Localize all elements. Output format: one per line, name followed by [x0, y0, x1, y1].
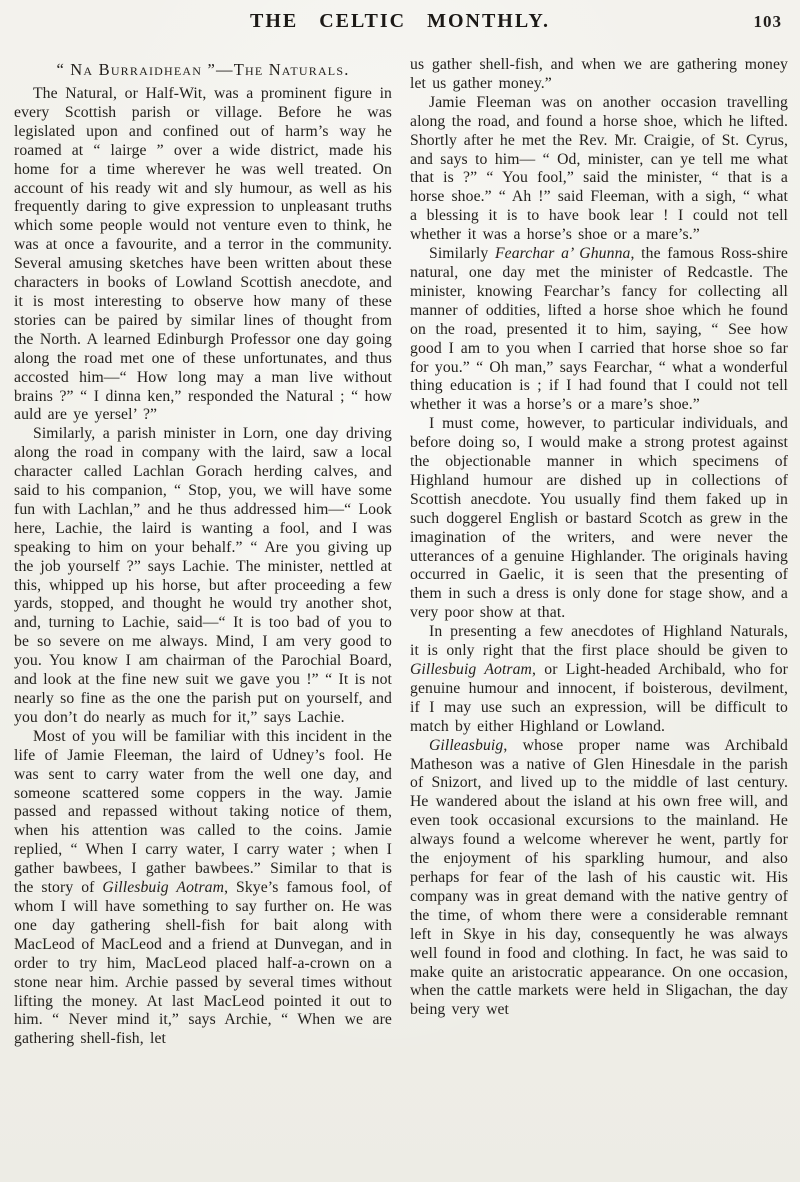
- paragraph: [410, 415, 788, 623]
- article-body: [0, 56, 800, 1049]
- paragraph: [410, 737, 788, 1021]
- paragraph: [14, 425, 392, 728]
- text-run: , the famous Ross-shire natural, one day met the minister of Redcastle. The minister, knowing Fearchar’s fancy for collecting all manner of oddities, lifted a horse shoe which he found on the road, presented it to him, saying, “ See how good I am to you when I carried that horse shoe so far for you.” “ Oh man,” says Fearchar, “ what a wonderful thing education is ; if I had found that I could not tell whether it was a horse’s or a mare’s shoe.”: [410, 245, 788, 414]
- text-run: , whose proper name was Archibald Matheson was a native of Glen Hinesdale in the parish of Snizort, and lived up to the middle of last century. He wandered about the island at his own free will, and even took occasional excursions to the mainland. He always found a welcome wherever he went, partly for the enjoyment of his sparkling humour, and also perhaps for fear of the lash of his caustic wit. His company was in great demand with the native gentry of the time, of whom there were a considerable remnant left in Skye in his day, consequently he was always well found in food and clothing. In fact, he was said to make quite an aristocratic appearance. On one occasion, when the cattle markets were held in Sligachan, the day being very wet: [410, 736, 788, 1019]
- italic-text-run: Gillesbuig Aotram: [410, 661, 532, 678]
- italic-text-run: Gillesbuig Aotram: [102, 879, 225, 897]
- text-run: Similarly, a parish minister in Lorn, one day driving along the road in company with the laird, saw a local character called Lachlan Gorach herding calves, and said to his companion, “ Stop, you, we will have some fun with Lachlan,” and he thus addressed him—“ Look here, Lachie, the laird is wanting a fool, and I was speaking to him on your behalf.” “ Are you giving up the job yourself ?” says Lachie. The minister, nettled at this, whipped up his horse, but after proceeding a few yards, stopped, and thought he would try another shot, and, turning to Lachie, said—“ It is too bad of you to be so severe on me always. Mind, I am very good to you. You know I am chairman of the Parochial Board, and look at the fine new suit we gave you !” “ It is not nearly so fine as the one the parish put on yourself, and you don’t do nearly as much for it,” says Lachie.: [14, 425, 392, 726]
- paragraph: [410, 245, 788, 415]
- italic-text-run: Fearchar a’ Ghunna: [494, 245, 631, 263]
- left-column: [14, 56, 392, 1049]
- text-run: Similarly: [429, 245, 495, 263]
- text-run: I must come, however, to particular individuals, and before doing so, I would make a strong protest against the objectionable manner in which specimens of Highland humour are dished up in collections of Scottish anecdote. You usually find them faked up in such doggerel English or bastard Scotch as grew in the imagination of the writers, and were never the utterances of a genuine Highlander. The originals having occurred in Gaelic, it is seen that the presenting of them in such a dress is only done for stage show, and a very poor show at that.: [410, 415, 788, 622]
- paragraph: [14, 85, 392, 425]
- page-number: 103: [753, 12, 782, 31]
- text-run: Jamie Fleeman was on another occasion travelling along the road, and found a horse shoe, which he lifted. Shortly after he met the Rev. Mr. Craigie, of St. Cyrus, and says to him— “ Od, minister, can ye tell me what that is ?” “ You fool,” said the minister, “ that is a horse shoe.” “ Ah !” said Fleeman, with a sigh, “ what a blessing it is to have book lear ! I could not tell whether it was a horse’s shoe or a mare’s.”: [410, 93, 788, 244]
- paragraph: [410, 94, 788, 245]
- text-run: The Natural, or Half-Wit, was a prominent figure in every Scottish parish or village. Before he was legislated upon and confined out of harm’s way he roamed at “ lairge ” over a wide district, made his home for a time wherever he was well treated. On account of his ready wit and sly humour, as well as his frequently daring to give expression to unpleasant truths which some people would not venture even to think, he was at once a favourite, and a terror in the community. Several amusing sketches have been written about these characters in books of Lowland Scottish anecdote, and it is most interesting to observe how many of these stories can be paired by similar lines of thought from the North. A learned Edinburgh Professor one day going along the road met one of these unfortunates, and thus accosted him—“ How long may a man live without brains ?” “ I dinna ken,” responded the Natural ; “ how auld are ye yersel’ ?”: [14, 85, 392, 424]
- text-run: In presenting a few anecdotes of Highland Naturals, it is only right that the first place should be given to: [410, 623, 788, 660]
- right-column: [410, 56, 788, 1049]
- paragraph: [14, 728, 392, 1049]
- paragraph: [410, 56, 788, 94]
- page-header: [0, 0, 800, 54]
- text-run: us gather shell-fish, and when we are gathering money let us gather money.”: [410, 56, 788, 92]
- text-run: , or Light-headed Archibald, who for genuine humour and innocent, if boisterous, devilment, if I may use such an expression, will be difficult to match by either Highland or Lowland.: [410, 661, 788, 735]
- journal-title: THE CELTIC MONTHLY.: [250, 10, 550, 32]
- italic-text-run: Gilleasbuig: [429, 736, 504, 754]
- text-run: , Skye’s famous fool, of whom I will have something to say further on. He was one day gathering shell-fish for bait along with MacLeod of MacLeod and a friend at Dunvegan, and in order to try him, MacLeod placed half-a-crown on a stone near him. Archie passed by several times without lifting the money. At last MacLeod pointed it out to him. “ Never mind it,” says Archie, “ When we are gathering shell-fish, let: [14, 879, 392, 1048]
- paragraph: [410, 623, 788, 736]
- right-column-paragraphs: [410, 56, 788, 1020]
- text-run: Most of you will be familiar with this incident in the life of Jamie Fleeman, the laird of Udney’s fool. He was sent to carry water from the well one day, and someone scattered some coppers in the way. Jamie passed and repassed without taking notice of them, when his attention was called to the coins. Jamie replied, “ When I carry water, I carry water ; when I gather bawbees, I gather bawbees.” Similar to that is the story of: [14, 727, 392, 897]
- article-title: “ Na Burraidhean ”—The Naturals.: [56, 60, 350, 79]
- left-column-paragraphs: [14, 85, 392, 1049]
